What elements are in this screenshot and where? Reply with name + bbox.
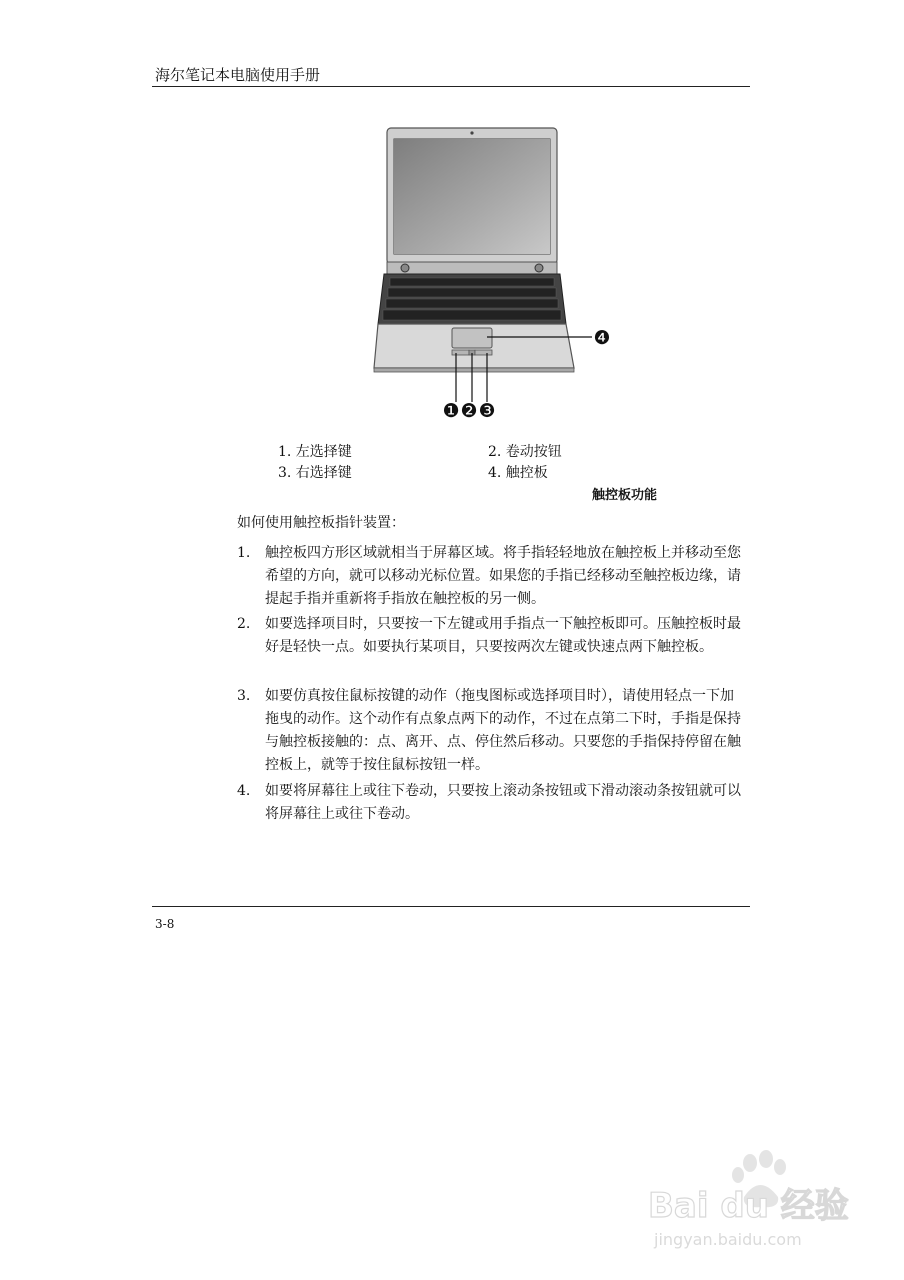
step-number: 3. [237,688,251,704]
header-rule [152,86,750,87]
figure-caption: 触控板功能 [592,488,658,503]
right-button-shape [475,350,492,355]
callout-2: ❷ [460,400,478,422]
footer-rule [152,906,750,907]
manual-title: 海尔笔记本电脑使用手册 [155,66,321,84]
legend-item-1: 1. 左选择键 [278,444,352,460]
watermark-brand: Bai du 经验 [648,1186,849,1226]
step-number: 4. [237,783,251,799]
legend-item-2: 2. 卷动按钮 [488,444,562,460]
step-number: 1. [237,545,251,561]
laptop-touchpad-figure [370,124,620,424]
callout-4: ❹ [593,327,611,349]
touchpad-shape [452,328,492,348]
legend-item-3: 3. 右选择键 [278,465,352,481]
step-text: 如要仿真按住鼠标按键的动作（拖曳图标或选择项目时），请使用轻点一下加拖曳的动作。这个动作有点象点两下的动作，不过在点第二下时，手指是保持与触控板接触的：点、离开、点、停住然后移动。只要您的手指保持停留在触控板上，就等于按住鼠标按钮一样。 [265,688,741,773]
step-text: 触控板四方形区域就相当于屏幕区域。将手指轻轻地放在触控板上并移动至您希望的方向，就可以移动光标位置。如果您的手指已经移动至触控板边缘，请提起手指并重新将手指放在触控板的另一侧。 [265,545,741,607]
page-number: 3-8 [155,917,175,931]
baidu-jingyan-watermark [640,1145,860,1255]
step-text: 如要选择项目时，只要按一下左键或用手指点一下触控板即可。压触控板时最好是轻快一点。如要执行某项目，只要按两次左键或快速点两下触控板。 [265,616,741,655]
intro-text: 如何使用触控板指针装置： [237,515,405,531]
callout-3: ❸ [478,400,496,422]
callout-1: ❶ [442,400,460,422]
step-text: 如要将屏幕往上或往下卷动，只要按上滚动条按钮或下滑动滚动条按钮就可以将屏幕往上或往下卷动。 [265,783,741,822]
watermark-url: jingyan.baidu.com [654,1230,802,1249]
legend-item-4: 4. 触控板 [488,465,548,481]
step-number: 2. [237,616,251,632]
left-button-shape [452,350,469,355]
